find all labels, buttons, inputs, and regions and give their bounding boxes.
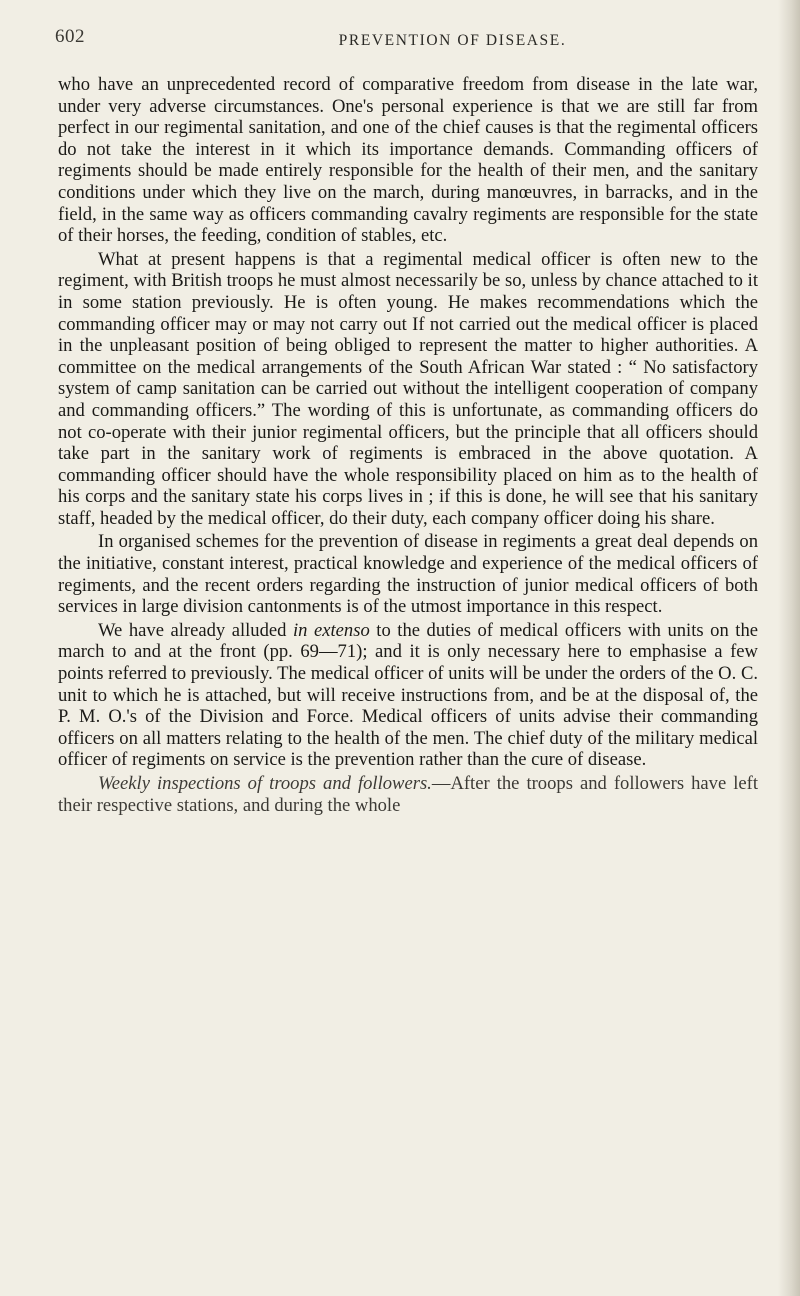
running-head: PREVENTION OF DISEASE. — [338, 32, 567, 49]
section-heading-italic: Weekly inspections of troops and followers. — [98, 773, 432, 794]
page-header — [55, 26, 755, 56]
paragraph — [58, 620, 758, 771]
paragraph — [58, 773, 758, 816]
body-text — [58, 74, 758, 818]
page-number: 602 — [55, 26, 85, 47]
paragraph-text: to the duties of medical officers with units on the march to and at the front (pp. 69—71); and it is only necessary here to emphasise a few points referred to previously. The medical officer of units will be under the orders of the O. C. unit to which he is attached, but will receive instructions from, and be at the disposal of, the P. M. O.'s of the Division and Force. Medical officers of units advise their commanding officers on all matters relating to the health of the men. The chief duty of the military medical officer of regiments on service is the prevention rather than the cure of disease. — [58, 619, 759, 771]
paragraph-text: We have already alluded — [98, 619, 293, 641]
paragraph: What at present happens is that a regimental medical officer is often new to the regiment, with British troops he must almost necessarily be so, unless by chance attached to it in some station previously. He is often young. He makes recommendations which the commanding officer may or may not carry out If not carried out the medical officer is placed in the unpleasant position of being obliged to represent the matter to higher authorities. A committee on the medical arrangements of the South African War stated : “ No satisfactory system of camp sanitation can be carried out without the intelligent cooperation of company and commanding officers.” The wording of this is unfortunate, as commanding officers do not co-operate with their junior regimental officers, but the principle that all officers should take part in the sanitary work of regiments is embraced in the above quotation. A commanding officer should have the whole responsibility placed on him as to the health of his corps and the sanitary state his corps lives in ; if this is done, he will see that his sanitary staff, headed by the medical officer, do their duty, each company officer doing his share. — [58, 248, 758, 529]
page-edge-shadow — [778, 0, 800, 1296]
paragraph-text: —After the troops and followers have left their respective stations, and during the whole — [58, 773, 758, 816]
paragraph: In organised schemes for the prevention of disease in regiments a great deal depends on the initiative, constant interest, practical knowledge and experience of the medical officers of regiments, and the recent orders regarding the instruction of junior medical officers of both services in large division cantonments is of the utmost importance in this respect. — [58, 531, 758, 618]
paragraph: who have an unprecedented record of comparative freedom from disease in the late war, under very adverse circumstances. One's personal experience is that we are still far from perfect in our regimental sanitation, and one of the chief causes is that the regimental officers do not take the interest in it which its importance demands. Commanding officers of regiments should be made entirely responsible for the health of their men, and the sanitary conditions under which they live on the march, during manœuvres, in barracks, and in the field, in the same way as officers commanding cavalry regiments are responsible for the state of their horses, the feeding, condition of stables, etc. — [58, 74, 758, 247]
italic-phrase: in extenso — [293, 619, 370, 641]
